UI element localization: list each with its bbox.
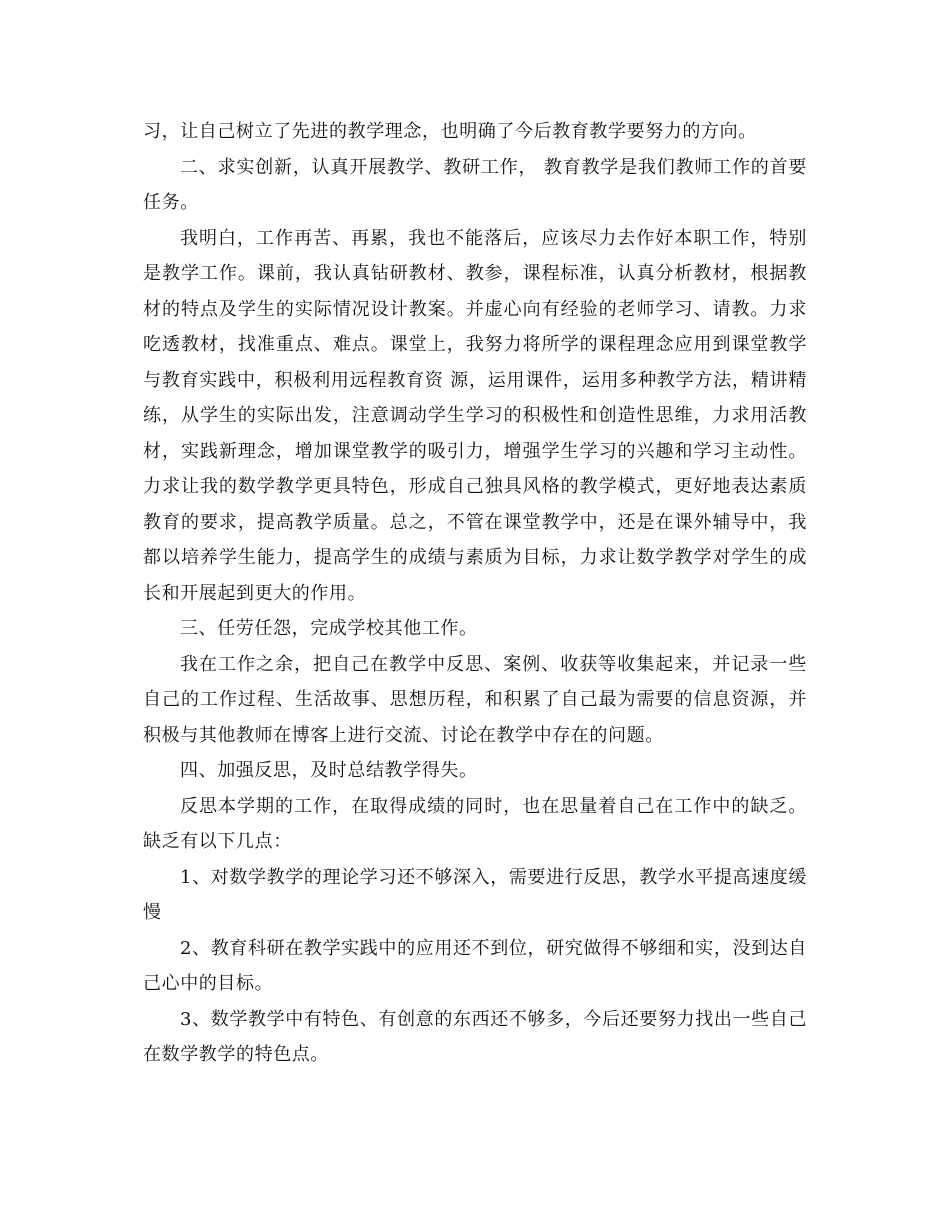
document-body: [143, 114, 807, 1073]
paragraph-reflection: 反思本学期的工作，在取得成绩的同时，也在思量着自己在工作中的缺乏。缺乏有以下几点：: [143, 795, 807, 852]
list-item-2: 2、教育科研在教学实践中的应用还不到位，研究做得不够细和实，没到达自己心中的目标。: [143, 937, 807, 994]
list-item-1: 1、对数学教学的理论学习还不够深入，需要进行反思，教学水平提高速度缓慢: [143, 866, 807, 923]
paragraph-teaching-work: 我明白，工作再苦、再累，我也不能落后，应该尽力去作好本职工作，特别是教学工作。课前，我认真钻研教材、教参，课程标准，认真分析教材，根据教材的特点及学生的实际情况设计教案。并虚心向有经验的老师学习、请教。力求吃透教材，找准重点、难点。课堂上，我努力将所学的课程理念应用到课堂教学与教育实践中，积极利用远程教育资 源，运用课件，运用多种教学方法，精讲精练，从学生的实际出发，注意调动学生学习的积极性和创造性思维，力求用活教材，实践新理念，增加课堂教学的吸引力，增强学生学习的兴趣和学习主动性。力求让我的数学教学更具特色，形成自己独具风格的教学模式，更好地表达素质教育的要求，提高教学质量。总之，不管在课堂教学中，还是在课外辅导中，我都以培养学生能力，提高学生的成绩与素质为目标，力求让数学教学对学生的成长和开展起到更大的作用。: [143, 227, 807, 604]
section-heading-2: 二、求实创新，认真开展教学、教研工作， 教育教学是我们教师工作的首要任务。: [143, 156, 807, 213]
section-heading-4: 四、加强反思，及时总结教学得失。: [180, 760, 478, 781]
list-item-3: 3、数学教学中有特色、有创意的东西还不够多，今后还要努力找出一些自己在数学教学的特色点。: [143, 1008, 807, 1065]
paragraph-other-work: 我在工作之余，把自己在教学中反思、案例、收获等收集起来，并记录一些自己的工作过程、生活故事、思想历程，和积累了自己最为需要的信息资源，并积极与其他教师在博客上进行交流、讨论在教学中存在的问题。: [143, 653, 807, 746]
section-heading-3: 三、任劳任怨，完成学校其他工作。: [180, 618, 478, 639]
paragraph-intro-continuation: 习，让自己树立了先进的教学理念，也明确了今后教育教学要努力的方向。: [143, 121, 757, 142]
